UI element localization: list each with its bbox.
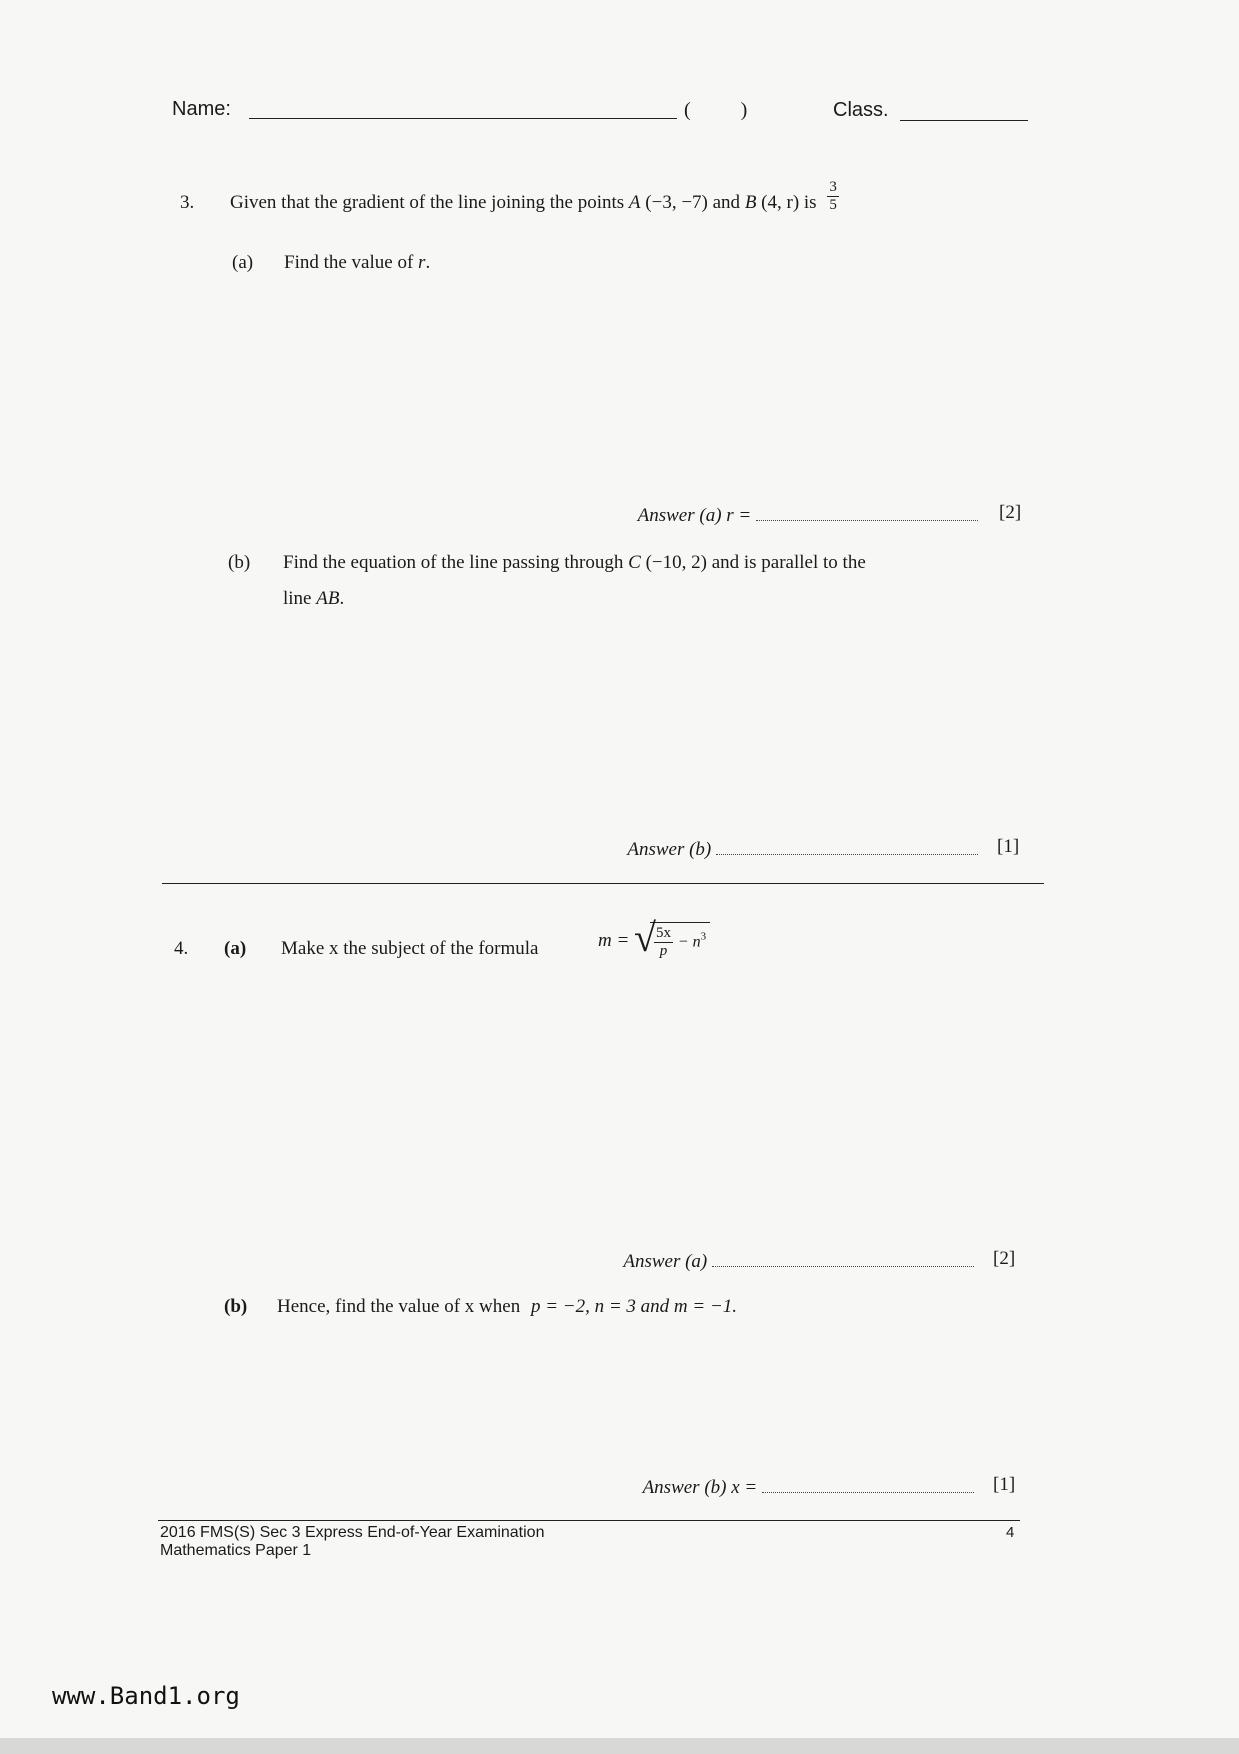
scan-edge — [0, 1738, 1239, 1754]
watermark-url[interactable]: www.Band1.org — [52, 1682, 240, 1710]
q4a-answer-dots — [712, 1248, 974, 1267]
q3b-label: (b) — [228, 552, 251, 573]
q3-stem — [230, 179, 839, 214]
name-underline — [249, 118, 677, 119]
class-label: Class. — [833, 99, 889, 121]
q3-coord-b: (4, r) — [761, 192, 800, 213]
q3-and: and — [712, 192, 741, 213]
q4b-label: (b) — [224, 1296, 248, 1317]
q3-stem-text: Given that the gradient of the line joining the points — [230, 192, 625, 213]
q4b-text-body: Hence, find the value of x when — [277, 1296, 521, 1317]
q4a-formula-fraction — [654, 925, 673, 960]
q3-point-a: A — [628, 192, 641, 213]
footer-exam-title: 2016 FMS(S) Sec 3 Express End-of-Year Examination — [160, 1524, 545, 1541]
q4a-sqrt — [634, 915, 710, 960]
q3b-answer-line — [560, 836, 978, 861]
q3a-text-body: Find the value of — [284, 252, 414, 273]
name-label: Name: — [172, 98, 231, 120]
q4a-formula-tail: − n — [677, 933, 701, 951]
index-number-paren: ( ) — [684, 99, 748, 121]
footer-page-number: 4 — [1006, 1524, 1015, 1541]
q3b-point-c: C — [628, 552, 641, 573]
q4a-formula-num: 5x — [656, 925, 672, 941]
q3b-text-3: line — [283, 588, 312, 609]
q3b-marks: [1] — [997, 836, 1020, 857]
q4b-answer-label: Answer (b) x = — [642, 1477, 758, 1498]
q4-number: 4. — [174, 938, 189, 959]
section-divider — [162, 883, 1044, 884]
q3b-text-line1 — [283, 552, 866, 574]
q4b-answer-line — [560, 1474, 974, 1499]
q4a-formula-lhs: m = — [598, 930, 630, 951]
q4a-answer-line — [560, 1248, 974, 1273]
q4a-text — [281, 938, 538, 960]
q3b-line-ab: AB — [316, 588, 340, 609]
q3a-answer-dots — [756, 502, 978, 521]
q3a-answer-label: Answer (a) r = — [637, 505, 752, 526]
q3b-coord-c: (−10, 2) — [645, 552, 707, 573]
q3-gradient-num: 3 — [829, 179, 837, 196]
q4b-marks: [1] — [993, 1474, 1016, 1495]
q4b-answer-dots — [762, 1474, 974, 1493]
q3a-answer-line — [560, 502, 978, 527]
footer-rule — [158, 1520, 1020, 1521]
q3a-text — [284, 252, 430, 274]
q4a-marks: [2] — [993, 1248, 1016, 1269]
class-underline — [900, 120, 1028, 121]
q3a-period: . — [425, 252, 431, 273]
q3-number: 3. — [180, 192, 195, 213]
q3b-text-line2 — [283, 588, 344, 610]
q4a-formula-den: p — [659, 943, 668, 959]
q3a-label: (a) — [232, 252, 254, 273]
q3-gradient-fraction — [827, 179, 839, 214]
q4a-formula — [598, 915, 710, 960]
q4b-text — [277, 1296, 737, 1318]
q4a-sqrt-icon: √ — [634, 915, 656, 960]
q3-gradient-den: 5 — [829, 197, 837, 214]
q3-point-b: B — [744, 192, 757, 213]
q3a-var: r — [418, 252, 426, 273]
q4a-answer-label: Answer (a) — [623, 1251, 708, 1272]
q4a-formula-exp: 3 — [700, 930, 707, 943]
q3b-text-2: and is parallel to the — [711, 552, 866, 573]
q3-is: is — [803, 192, 817, 213]
q3b-answer-label: Answer (b) — [627, 839, 712, 860]
q4a-label: (a) — [224, 938, 247, 959]
footer-paper: Mathematics Paper 1 — [160, 1542, 312, 1559]
q3b-text-1: Find the equation of the line passing through — [283, 552, 624, 573]
q4a-sqrt-body — [650, 922, 710, 960]
q3a-marks: [2] — [999, 502, 1022, 523]
q3-coord-a: (−3, −7) — [645, 192, 708, 213]
q4a-text-body: Make x the subject of the formula — [281, 938, 539, 959]
q4b-values: p = −2, n = 3 and m = −1. — [530, 1296, 738, 1317]
q3b-period: . — [339, 588, 345, 609]
q3b-answer-dots — [716, 836, 978, 855]
